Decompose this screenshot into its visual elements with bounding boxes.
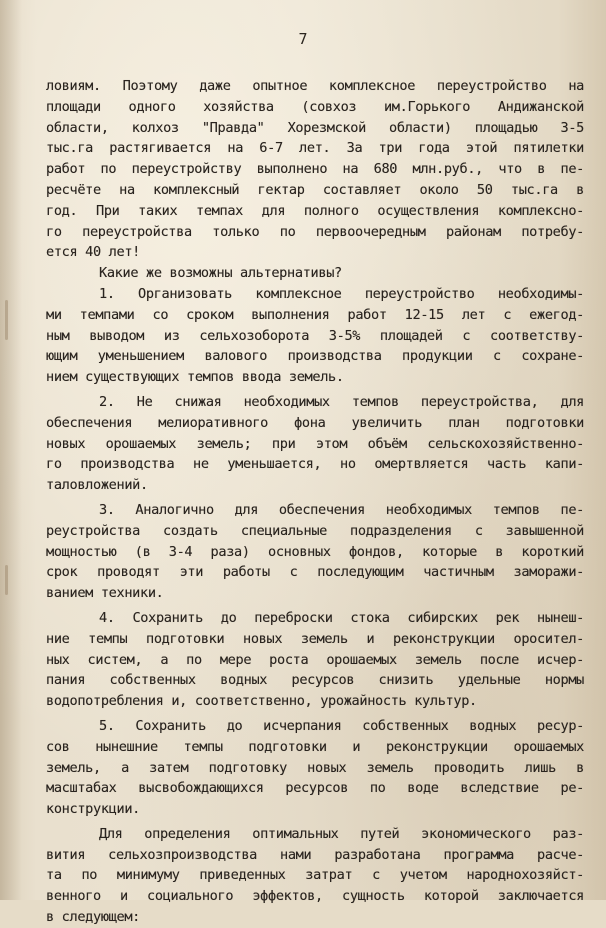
text-line: ресчёте на комплексный гектар составляет около 50 тыс.га в <box>46 181 584 198</box>
text-line: Для определения оптимальных путей экономического раз- <box>99 825 584 842</box>
text-line: та по минимуму приведенных затрат с учетом народнохозяйст- <box>46 867 584 884</box>
text-line: ных систем, а по мере роста орошаемых земель после исчер- <box>46 651 584 668</box>
text-line: масштабах высвобождающихся ресурсов по воде вследствие ре- <box>46 780 584 797</box>
text-line: 4. Сохранить до переброски стока сибирских рек нынеш- <box>99 609 584 626</box>
text-line: новых орошаемых земель; при этом объём сельскохозяйственно- <box>46 435 584 452</box>
text-line: ванием техники. <box>46 585 164 602</box>
text-line: нием существующих темпов ввода земель. <box>46 369 344 386</box>
text-line: в следующем: <box>46 909 141 926</box>
text-line: ми темпами со сроком выполнения работ 12-15 лет с ежегод- <box>46 306 584 323</box>
text-line: срок проводят эти работы с последующим частичным заморажи- <box>46 564 584 581</box>
body-text <box>46 76 584 928</box>
text-line: конструкции. <box>46 801 141 818</box>
text-line: ющим уменьшением валового производства продукции с сохране- <box>46 348 584 365</box>
text-line: 3. Аналогично для обеспечения необходимых темпов пе- <box>99 501 584 518</box>
text-line: таловложений. <box>46 477 148 494</box>
text-line: венного и социального эффектов, сущность которой заключается <box>46 888 584 905</box>
text-line: 2. Не снижая необходимых темпов переустройства, для <box>99 393 584 410</box>
page-edge-crease <box>5 300 8 340</box>
text-line: го переустройства только по первоочередным районам потребу- <box>46 223 584 240</box>
text-line: ние темпы подготовки новых земель и реконструкции оросител- <box>46 630 584 647</box>
text-line: вития сельхозпроизводства нами разработана программа расче- <box>46 846 584 863</box>
text-line: 1. Организовать комплексное переустройство необходимы- <box>99 285 584 302</box>
text-line: ным выводом из сельхозоборота 3-5% площадей с соответству- <box>46 327 584 344</box>
text-line: тыс.га растягивается на 6-7 лет. За три года этой пятилетки <box>46 140 584 157</box>
text-line: обеспечения мелиоративного фона увеличить план подготовки <box>46 414 584 431</box>
page-edge-crease <box>5 565 8 595</box>
text-line: Какие же возможны альтернативы? <box>99 265 342 282</box>
text-line: работ по переустройству выполнено на 680 млн.руб., что в пе- <box>46 161 584 178</box>
text-line: ется 40 лет! <box>46 244 141 261</box>
page-number: 7 <box>298 30 308 48</box>
text-line: мощностью (в 3-4 раза) основных фондов, которые в короткий <box>46 543 584 560</box>
text-line: реустройства создать специальные подразделения с завышенной <box>46 522 584 539</box>
text-line: водопотребления и, соответственно, урожайность культур. <box>46 693 477 710</box>
text-line: 5. Сохранить до исчерпания собственных водных ресур- <box>99 717 584 734</box>
text-line: го производства не уменьшается, но омертвляется часть капи- <box>46 456 584 473</box>
text-line: год. При таких темпах для полного осуществления комплексно- <box>46 202 584 219</box>
text-line: пания собственных водных ресурсов снизить удельные нормы <box>46 672 584 689</box>
text-line: области, колхоз "Правда" Хорезмской области) площадью 3-5 <box>46 119 584 136</box>
text-line: площади одного хозяйства (совхоз им.Горького Андижанской <box>46 98 584 115</box>
text-line: сов нынешние темпы подготовки и реконструкции орошаемых <box>46 738 584 755</box>
text-line: ловиям. Поэтому даже опытное комплексное переустройство на <box>46 78 584 94</box>
text-line: земель, а затем подготовку новых земель проводить лишь в <box>46 759 584 776</box>
